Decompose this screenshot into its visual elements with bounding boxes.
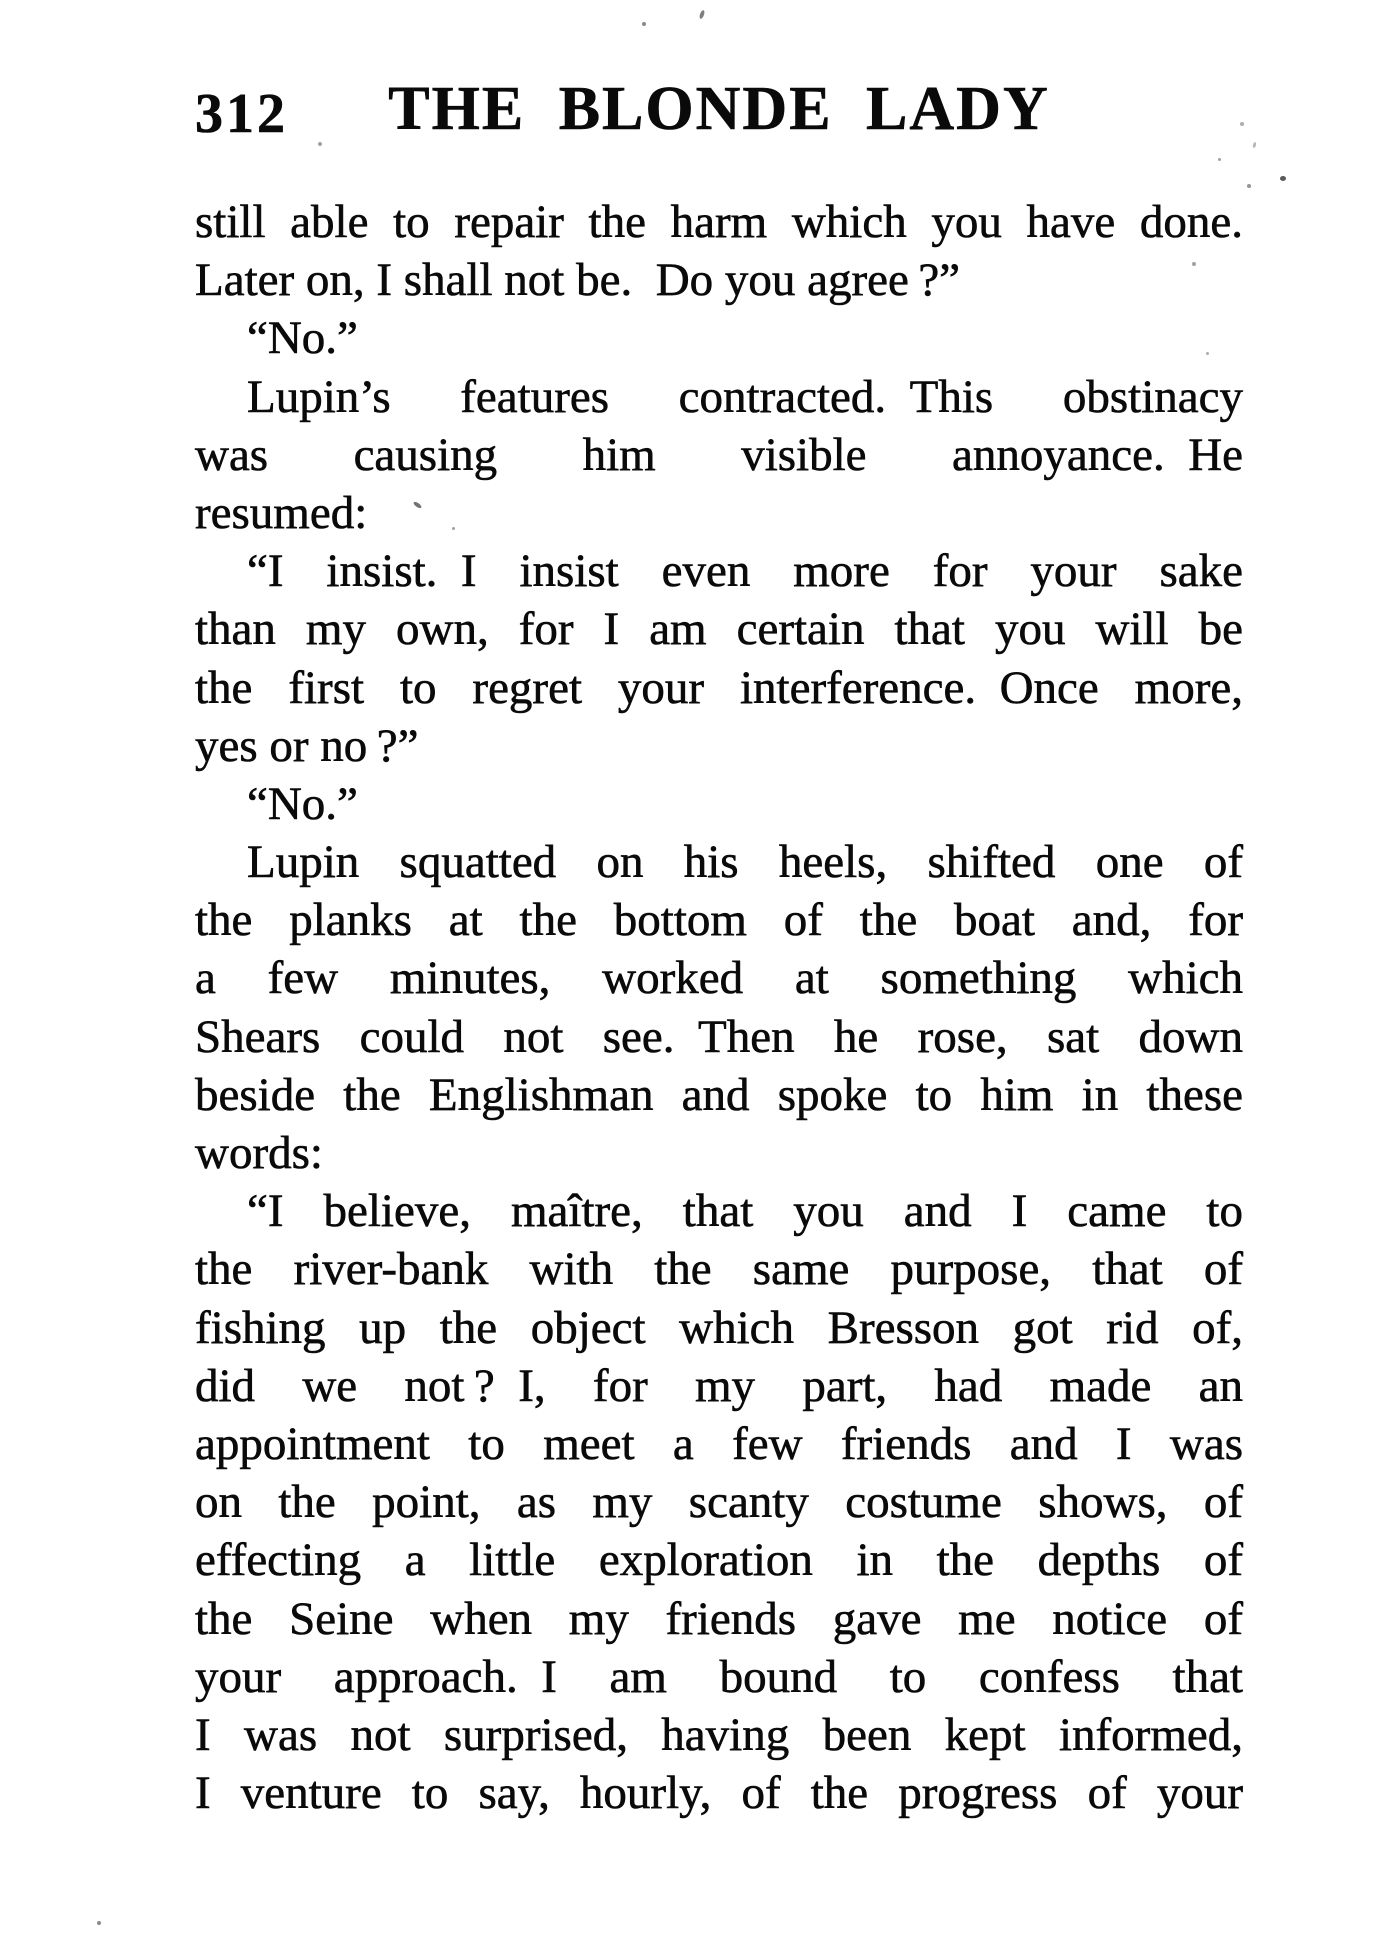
scan-speck (452, 527, 455, 530)
scan-speck (1206, 352, 1209, 355)
text-line: resumed: (195, 486, 368, 539)
text-line: Shears could not see. Then he rose, sat down (195, 1010, 1243, 1063)
text-line: still able to repair the harm which you have done. (195, 196, 1243, 248)
scan-speck (1252, 142, 1256, 149)
scan-speck (1247, 184, 1251, 188)
text-block (195, 193, 1243, 1822)
text-line: did we not ? I, for my part, had made an (195, 1359, 1243, 1412)
text-line: a few minutes, worked at something which (195, 952, 1243, 1005)
text-line: Lupin’s features contracted. This obstinacy (247, 370, 1243, 423)
page-header (195, 75, 1243, 160)
text-line: the planks at the bottom of the boat and, for (195, 894, 1243, 947)
scan-speck (1218, 158, 1221, 161)
page-number: 312 (195, 83, 288, 145)
text-line: Lupin squatted on his heels, shifted one of (247, 836, 1243, 889)
text-line: fishing up the object which Bresson got rid of, (195, 1301, 1243, 1354)
text-line: I venture to say, hourly, of the progress of your (195, 1767, 1243, 1820)
scan-speck (318, 142, 322, 146)
text-line: the river-bank with the same purpose, that of (195, 1243, 1243, 1296)
text-line: appointment to meet a few friends and I was (195, 1417, 1243, 1470)
text-line: “I insist. I insist even more for your sake (247, 545, 1243, 598)
text-line: yes or no ?” (195, 719, 419, 772)
scan-speck (642, 22, 646, 26)
text-line: the first to regret your interference. Once more, (195, 661, 1243, 714)
text-line: your approach. I am bound to confess that (195, 1650, 1243, 1703)
text-line: I was not surprised, having been kept informed, (195, 1708, 1243, 1761)
running-title: THE BLONDE LADY (388, 75, 1050, 143)
scan-speck (1192, 262, 1196, 266)
scan-speck (699, 10, 706, 20)
text-line: was causing him visible annoyance. He (195, 428, 1243, 481)
scan-speck (1240, 122, 1244, 126)
text-line: than my own, for I am certain that you will be (195, 603, 1243, 656)
text-line: effecting a little exploration in the depths of (195, 1534, 1243, 1587)
text-line: “No.” (247, 312, 358, 365)
text-line: words: (195, 1127, 323, 1179)
text-line: on the point, as my scanty costume shows, of (195, 1476, 1243, 1529)
scan-speck (1280, 176, 1286, 181)
text-line: “I believe, maître, that you and I came to (247, 1185, 1243, 1238)
scan-speck (97, 1921, 101, 1925)
text-line: beside the Englishman and spoke to him in these (195, 1068, 1243, 1121)
text-line: Later on, I shall not be. Do you agree ?” (195, 254, 961, 307)
text-line: the Seine when my friends gave me notice of (195, 1592, 1243, 1645)
text-line: “No.” (247, 777, 358, 830)
